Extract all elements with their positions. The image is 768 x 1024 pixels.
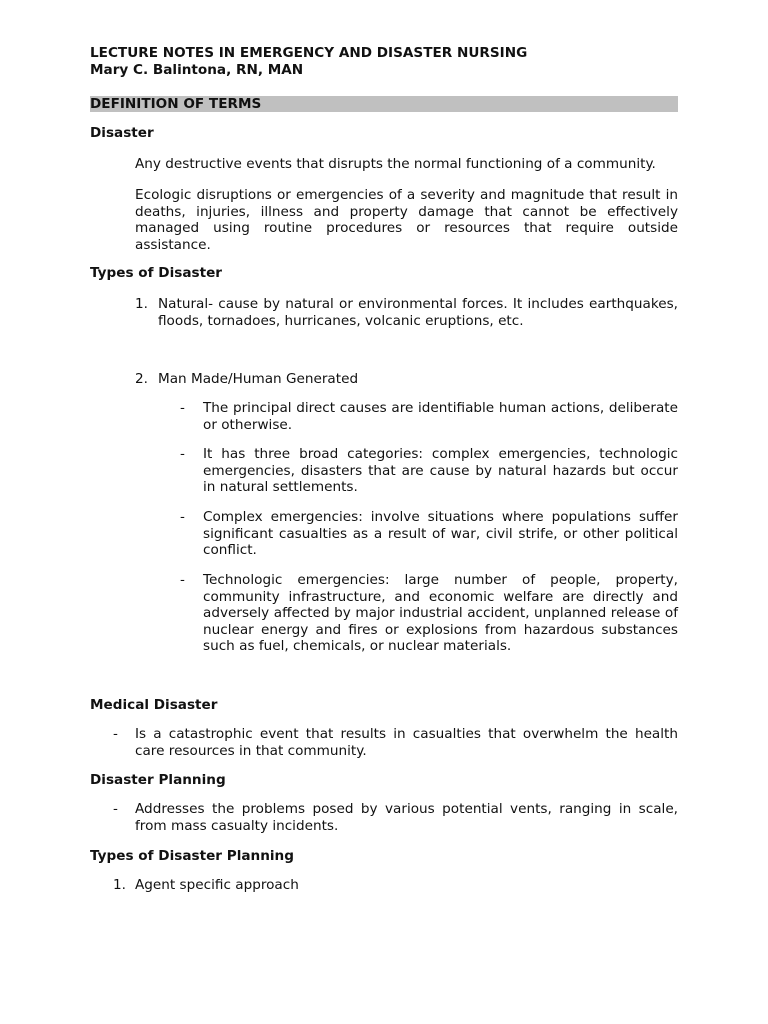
bullet-item: Complex emergencies: involve situations where populations suffer significant casualties as a result of war, civil strife, or other political conflict. <box>203 509 678 559</box>
bullet-dash: - <box>113 726 118 742</box>
heading-disaster: Disaster <box>90 125 154 141</box>
disaster-definition-1: Any destructive events that disrupts the normal functioning of a community. <box>135 156 656 172</box>
disaster-definition-2: Ecologic disruptions or emergencies of a severity and magnitude that result in deaths, injuries, illness and property damage that cannot be effectively managed using routine procedures or resources that require outside assistance. <box>135 187 678 253</box>
bullet-dash: - <box>180 446 185 462</box>
disaster-planning-definition: Addresses the problems posed by various potential vents, ranging in scale, from mass casualty incidents. <box>135 801 678 834</box>
list-number: 2. <box>135 371 148 387</box>
heading-medical-disaster: Medical Disaster <box>90 697 218 713</box>
bullet-dash: - <box>180 572 185 588</box>
list-number: 1. <box>113 877 126 893</box>
bullet-item: It has three broad categories: complex emergencies, technologic emergencies, disasters that are cause by natural hazards but occur in natural settlements. <box>203 446 678 496</box>
heading-disaster-planning: Disaster Planning <box>90 772 226 788</box>
list-item-agent-specific: Agent specific approach <box>135 877 299 893</box>
list-item-natural: Natural- cause by natural or environmental forces. It includes earthquakes, floods, tornadoes, hurricanes, volcanic eruptions, etc. <box>158 296 678 329</box>
medical-disaster-definition: Is a catastrophic event that results in casualties that overwhelm the health care resources in that community. <box>135 726 678 759</box>
bullet-item: Technologic emergencies: large number of people, property, community infrastructure, and economic welfare are directly and adversely affected by major industrial accident, unplanned release of nuclear energy and fires or explosions from hazardous substances such as fuel, chemicals, or nuclear materials. <box>203 572 678 655</box>
heading-types-of-disaster: Types of Disaster <box>90 265 223 281</box>
bullet-dash: - <box>180 400 185 416</box>
list-number: 1. <box>135 296 148 312</box>
bullet-dash: - <box>113 801 118 817</box>
list-item-man-made: Man Made/Human Generated <box>158 371 359 387</box>
bullet-item: The principal direct causes are identifiable human actions, deliberate or otherwise. <box>203 400 678 433</box>
document-title: LECTURE NOTES IN EMERGENCY AND DISASTER NURSING <box>90 45 528 61</box>
section-heading-definitions: DEFINITION OF TERMS <box>90 96 678 112</box>
heading-types-of-disaster-planning: Types of Disaster Planning <box>90 848 294 864</box>
bullet-dash: - <box>180 509 185 525</box>
document-author: Mary C. Balintona, RN, MAN <box>90 62 304 78</box>
